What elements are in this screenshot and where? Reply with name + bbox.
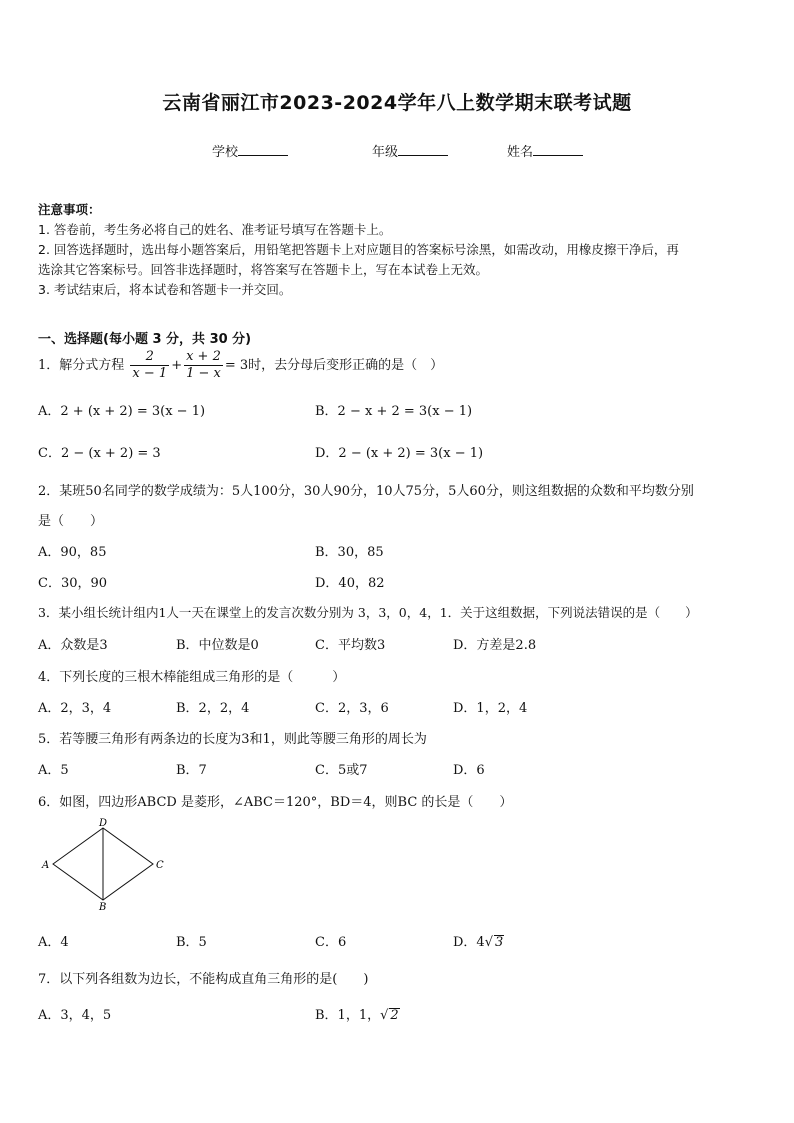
question-2-line-1: 2．某班50名同学的数学成绩为：5人100分，30人90分，10人75分，5人60分，则这组数据的众数和平均数分别 — [38, 484, 694, 499]
school-label: 学校 — [212, 145, 239, 160]
grade-label: 年级 — [372, 145, 399, 160]
vertex-c-label: C — [156, 860, 164, 871]
q2-option-d[interactable]: D．40，82 — [315, 576, 385, 591]
question-3: 3．某小组长统计组内1人一天在课堂上的发言次数分别为 3，3，0，4，1．关于这组数据，下列说法错误的是（ ） — [38, 605, 698, 620]
q6-option-d[interactable]: D．4√ 3 — [453, 935, 504, 950]
school-blank[interactable] — [238, 142, 288, 156]
sqrt-symbol: √ — [380, 1008, 389, 1023]
q3-option-d[interactable]: D．方差是2.8 — [453, 638, 537, 653]
q1-fraction-1: $\frac{2}{x - 1}$ — [132, 349, 168, 381]
question-4: 4．下列长度的三根木棒能组成三角形的是（ ） — [38, 670, 346, 685]
name-blank[interactable] — [533, 142, 583, 156]
q4-option-a[interactable]: A．2，3，4 — [38, 701, 112, 716]
q7-option-a[interactable]: A．3，4，5 — [38, 1008, 112, 1023]
q2-option-a[interactable]: A．90，85 — [38, 545, 107, 560]
sqrt-symbol: √ — [484, 935, 493, 950]
q2-option-b[interactable]: B．30，85 — [315, 545, 384, 560]
vertex-a-label: A — [42, 860, 50, 871]
q1-option-c[interactable]: C．2 − (x + 2) = 3 — [38, 446, 161, 461]
q1-suffix: = 3时，去分母后变形正确的是（ ） — [224, 358, 444, 373]
q5-option-d[interactable]: D．6 — [453, 763, 485, 778]
q6-option-c[interactable]: C．6 — [315, 935, 347, 950]
name-label: 姓名 — [507, 145, 534, 160]
q5-option-b[interactable]: B．7 — [176, 763, 207, 778]
school-field — [212, 141, 288, 160]
notice-heading: 注意事项： — [38, 202, 101, 217]
question-2-line-2: 是（ ） — [38, 514, 104, 529]
question-7: 7．以下列各组数为边长，不能构成直角三角形的是( ) — [38, 972, 369, 987]
q5-option-c[interactable]: C．5或7 — [315, 763, 368, 778]
question-5: 5．若等腰三角形有两条边的长度为3和1，则此等腰三角形的周长为 — [38, 732, 427, 747]
q4-option-d[interactable]: D．1，2，4 — [453, 701, 528, 716]
q1-option-a[interactable]: A．2 + (x + 2) = 3(x − 1) — [38, 404, 206, 419]
grade-blank[interactable] — [398, 142, 448, 156]
q2-option-c[interactable]: C．30，90 — [38, 576, 108, 591]
notice-item: 2. 回答选择题时，选出每小题答案后，用铅笔把答题卡上对应题目的答案标号涂黑，如需改动，用橡皮擦干净后，再 — [38, 242, 679, 257]
notice-block — [38, 200, 758, 300]
q7-option-b[interactable]: B．1，1，√ 2 — [315, 1008, 399, 1023]
q3-option-b[interactable]: B．中位数是0 — [176, 638, 259, 653]
question-1: 1．解分式方程 $\frac{2}{x - 1}$ + $\frac{x + 2}{1 - x}$ = 3时，去分母后变形正确的是（ ） — [38, 349, 444, 381]
q6-option-b[interactable]: B．5 — [176, 935, 207, 950]
q4-option-c[interactable]: C．2，3，6 — [315, 701, 389, 716]
q3-option-a[interactable]: A．众数是3 — [38, 638, 108, 653]
notice-item: 1. 答卷前，考生务必将自己的姓名、准考证号填写在答题卡上。 — [38, 222, 392, 237]
rhombus-figure — [38, 818, 168, 913]
q6-option-a[interactable]: A．4 — [38, 935, 69, 950]
question-6: 6．如图，四边形ABCD 是菱形，∠ABC＝120°，BD＝4，则BC 的长是（ ） — [38, 795, 513, 810]
q1-prefix: 1．解分式方程 — [38, 358, 125, 373]
notice-item: 选涂其它答案标号。回答非选择题时，将答案写在答题卡上，写在本试卷上无效。 — [38, 262, 489, 277]
q4-option-b[interactable]: B．2，2，4 — [176, 701, 250, 716]
section-heading: 一、选择题(每小题 3 分，共 30 分) — [38, 332, 252, 347]
q1-option-d[interactable]: D．2 − (x + 2) = 3(x − 1) — [315, 446, 484, 461]
notice-item: 3. 考试结束后，将本试卷和答题卡一并交回。 — [38, 282, 292, 297]
q1-fraction-2: $\frac{x + 2}{1 - x}$ — [186, 349, 221, 381]
q5-option-a[interactable]: A．5 — [38, 763, 69, 778]
name-field — [507, 141, 583, 160]
vertex-d-label: D — [99, 818, 108, 829]
q1-option-b[interactable]: B．2 − x + 2 = 3(x − 1) — [315, 404, 473, 419]
page-title: 云南省丽江市2023-2024学年八上数学期末联考试题 — [162, 92, 632, 114]
grade-field — [372, 141, 448, 160]
vertex-b-label: B — [99, 902, 107, 913]
q3-option-c[interactable]: C．平均数3 — [315, 638, 386, 653]
